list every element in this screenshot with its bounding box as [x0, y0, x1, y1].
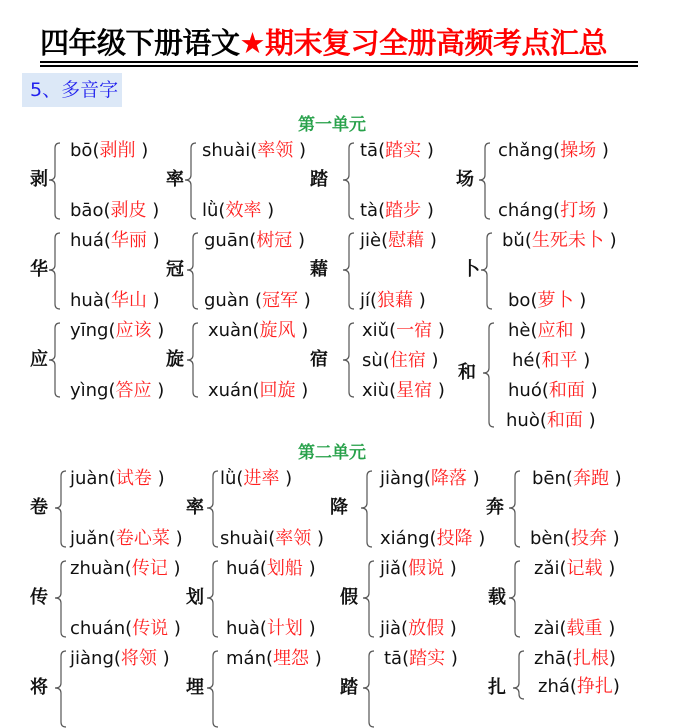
open-paren: ( [553, 200, 561, 221]
close-paren: ) [445, 648, 458, 669]
example-word: 住宿 [389, 350, 426, 371]
polyphone-char: 宿 [310, 349, 328, 370]
pinyin: jiàng [380, 468, 424, 489]
pinyin: zǎi [534, 558, 560, 579]
polyphone-char: 扎 [488, 677, 506, 698]
polyphone-char: 将 [30, 677, 48, 698]
example-word: 率领 [257, 140, 294, 161]
close-paren: ) [167, 558, 181, 579]
brace-icon [186, 232, 200, 310]
example-word: 打场 [560, 200, 597, 221]
pinyin: jiǎ [380, 558, 402, 579]
reading-item [534, 618, 615, 640]
pinyin: huá [226, 558, 260, 579]
pinyin: xuán [208, 380, 253, 401]
close-paren: ) [151, 320, 165, 341]
pinyin: tà [360, 200, 379, 221]
polyphone-char: 奔 [486, 497, 504, 518]
pinyin: jiè [360, 230, 382, 251]
pinyin: huà [226, 618, 260, 639]
pinyin: sù [362, 350, 383, 371]
example-word: 挣扎 [576, 676, 613, 697]
polyphone-char: 卷 [30, 497, 48, 518]
reading-item [202, 200, 274, 222]
polyphone-char: 应 [30, 349, 48, 370]
open-paren: ( [92, 140, 100, 161]
close-paren: ) [573, 290, 587, 311]
example-word: 华丽 [110, 230, 147, 251]
reading-item [70, 648, 170, 670]
example-word: 和面 [546, 410, 583, 431]
example-word: 假说 [408, 558, 445, 579]
open-paren: ( [539, 410, 547, 431]
close-paren: ) [472, 528, 486, 549]
reading-item [70, 380, 164, 402]
close-paren: ) [432, 320, 445, 341]
close-paren: ) [444, 618, 457, 639]
open-paren: ( [125, 618, 133, 639]
title-underline [40, 61, 638, 63]
open-paren: ( [524, 230, 532, 251]
pinyin: huò [506, 410, 540, 431]
reading-item [360, 200, 434, 222]
brace-icon [360, 470, 374, 548]
pinyin: tā [360, 140, 379, 161]
brace-icon [342, 142, 356, 220]
pinyin: huà [70, 290, 104, 311]
example-word: 操场 [560, 140, 597, 161]
open-paren: ( [401, 618, 409, 639]
example-word: 踏实 [385, 140, 422, 161]
pinyin: shuài [202, 140, 251, 161]
reading-item [512, 350, 590, 372]
pinyin: chǎng [498, 140, 554, 161]
open-paren: ( [236, 468, 244, 489]
close-paren: ) [466, 468, 480, 489]
reading-item [380, 618, 457, 640]
open-paren: ( [268, 528, 276, 549]
open-paren: ( [381, 230, 389, 251]
reading-item [70, 558, 180, 580]
pinyin: zài [534, 618, 560, 639]
pinyin: bo [508, 290, 531, 311]
close-paren: ) [309, 648, 322, 669]
pinyin: tā [384, 648, 403, 669]
example-word: 放假 [408, 618, 445, 639]
example-word: 星宿 [396, 380, 433, 401]
example-word: 踏实 [409, 648, 446, 669]
close-paren: ) [295, 380, 309, 401]
close-paren: ) [146, 290, 160, 311]
open-paren: ( [103, 200, 111, 221]
reading-item [70, 230, 160, 252]
example-word: 生死未卜 [531, 230, 604, 251]
close-paren: ) [425, 350, 439, 371]
close-paren: ) [608, 648, 616, 669]
reading-item [498, 140, 609, 162]
pinyin: jià [380, 618, 402, 639]
reading-item [498, 200, 609, 222]
pinyin: bèn [530, 528, 564, 549]
polyphone-char: 和 [458, 362, 476, 383]
close-paren: ) [298, 290, 311, 311]
close-paren: ) [584, 380, 598, 401]
open-paren: ( [534, 350, 542, 371]
open-paren: ( [378, 200, 386, 221]
example-word: 应和 [537, 320, 574, 341]
polyphone-char: 旋 [166, 349, 184, 370]
title-underline-second [40, 65, 638, 67]
reading-item [360, 290, 426, 312]
open-paren: ( [108, 320, 116, 341]
example-word: 将领 [120, 648, 157, 669]
example-word: 计划 [266, 618, 303, 639]
close-paren: ) [135, 140, 149, 161]
brace-icon [342, 232, 356, 310]
open-paren: ( [389, 320, 397, 341]
example-word: 剥削 [99, 140, 136, 161]
open-paren: ( [530, 320, 538, 341]
pinyin: zhá [538, 676, 570, 697]
reading-item [532, 468, 622, 490]
reading-item [70, 200, 159, 222]
open-paren: ( [108, 380, 116, 401]
reading-item [380, 558, 457, 580]
brace-icon [186, 322, 200, 398]
polyphone-char: 剥 [30, 169, 48, 190]
pinyin: hè [508, 320, 531, 341]
polyphone-char: 藉 [310, 259, 328, 280]
brace-icon [54, 650, 68, 728]
close-paren: ) [602, 558, 616, 579]
close-paren: ) [168, 618, 181, 639]
open-paren: ( [108, 528, 116, 549]
example-word: 埋怨 [273, 648, 310, 669]
close-paren: ) [146, 230, 160, 251]
close-paren: ) [582, 410, 596, 431]
open-paren: ( [255, 290, 263, 311]
unit-title-2: 第二单元 [298, 443, 366, 463]
polyphone-char: 踏 [340, 677, 358, 698]
example-word: 回旋 [259, 380, 296, 401]
example-word: 应该 [115, 320, 152, 341]
reading-item [70, 468, 165, 490]
close-paren: ) [261, 200, 275, 221]
example-word: 划船 [266, 558, 303, 579]
example-word: 慰藉 [388, 230, 425, 251]
pinyin: jí [360, 290, 371, 311]
close-paren: ) [444, 558, 457, 579]
open-paren: ( [565, 648, 573, 669]
pinyin: chuán [70, 618, 126, 639]
open-paren: ( [249, 230, 257, 251]
open-paren: ( [108, 468, 116, 489]
example-word: 传记 [131, 558, 168, 579]
example-word: 剥皮 [110, 200, 147, 221]
open-paren: ( [429, 528, 437, 549]
polyphone-char: 踏 [310, 169, 328, 190]
example-word: 率领 [275, 528, 312, 549]
example-word: 记载 [566, 558, 603, 579]
pinyin: bǔ [502, 230, 525, 251]
brace-icon [342, 322, 356, 398]
close-paren: ) [169, 528, 183, 549]
reading-item [70, 618, 181, 640]
pinyin: juàn [70, 468, 109, 489]
pinyin: xuàn [208, 320, 253, 341]
example-word: 效率 [225, 200, 262, 221]
pinyin: huó [508, 380, 542, 401]
close-paren: ) [577, 350, 591, 371]
brace-icon [206, 650, 220, 728]
brace-icon [480, 232, 494, 310]
open-paren: ( [553, 140, 561, 161]
example-word: 狼藉 [377, 290, 414, 311]
close-paren: ) [421, 200, 434, 221]
brace-icon [512, 650, 526, 700]
open-paren: ( [389, 380, 397, 401]
reading-item [508, 290, 586, 312]
reading-item [202, 140, 306, 162]
pinyin: xiù [362, 380, 390, 401]
close-paren: ) [606, 528, 620, 549]
star-icon: ★ [239, 26, 266, 60]
open-paren: ( [113, 648, 121, 669]
close-paren: ) [146, 200, 160, 221]
polyphone-char: 率 [186, 497, 204, 518]
open-paren: ( [559, 558, 567, 579]
polyphone-char: 埋 [186, 677, 204, 698]
pinyin: bēn [532, 468, 566, 489]
polyphone-char: 假 [340, 587, 358, 608]
brace-icon [508, 470, 522, 548]
open-paren: ( [370, 290, 378, 311]
reading-item [508, 380, 598, 402]
polyphone-char: 划 [186, 587, 204, 608]
open-paren: ( [252, 320, 260, 341]
close-paren: ) [413, 290, 426, 311]
open-paren: ( [530, 290, 538, 311]
reading-item [220, 468, 292, 490]
unit-title-1: 第一单元 [298, 115, 366, 135]
close-paren: ) [311, 528, 325, 549]
close-paren: ) [424, 230, 437, 251]
reading-item [360, 140, 434, 162]
pinyin: mán [226, 648, 266, 669]
reading-item [380, 468, 480, 490]
example-word: 旋风 [259, 320, 296, 341]
close-paren: ) [421, 140, 434, 161]
open-paren: ( [218, 200, 226, 221]
pinyin: huá [70, 230, 104, 251]
example-word: 树冠 [256, 230, 293, 251]
pinyin: bāo [70, 200, 104, 221]
reading-item [226, 618, 316, 640]
pinyin: yīng [70, 320, 109, 341]
reading-item [204, 290, 311, 312]
pinyin: guān [204, 230, 250, 251]
open-paren: ( [565, 468, 573, 489]
example-word: 答应 [115, 380, 152, 401]
example-word: 投降 [436, 528, 473, 549]
close-paren: ) [608, 468, 622, 489]
example-word: 华山 [110, 290, 147, 311]
close-paren: ) [612, 676, 620, 697]
pinyin: hé [512, 350, 535, 371]
example-word: 载重 [566, 618, 603, 639]
reading-item [360, 230, 437, 252]
pinyin: zhuàn [70, 558, 125, 579]
example-word: 卷心菜 [115, 528, 170, 549]
reading-item [220, 528, 324, 550]
close-paren: ) [596, 140, 609, 161]
open-paren: ( [250, 140, 258, 161]
reading-item [70, 290, 160, 312]
close-paren: ) [156, 648, 170, 669]
open-paren: ( [259, 558, 267, 579]
brace-icon [508, 560, 522, 638]
brace-icon [482, 322, 496, 428]
reading-item [70, 528, 183, 550]
open-paren: ( [563, 528, 571, 549]
close-paren: ) [151, 468, 165, 489]
close-paren: ) [432, 380, 445, 401]
reading-item [204, 230, 305, 252]
open-paren: ( [423, 468, 431, 489]
reading-item [384, 648, 458, 670]
brace-icon [206, 470, 220, 548]
polyphone-char: 卜 [462, 259, 480, 280]
reading-item [506, 410, 596, 432]
brace-icon [48, 232, 62, 310]
open-paren: ( [401, 558, 409, 579]
example-word: 萝卜 [537, 290, 574, 311]
open-paren: ( [569, 676, 577, 697]
close-paren: ) [302, 558, 316, 579]
open-paren: ( [252, 380, 260, 401]
brace-icon [54, 470, 68, 548]
pinyin: xiáng [380, 528, 430, 549]
reading-item [226, 558, 316, 580]
brace-icon [206, 560, 220, 638]
close-paren: ) [302, 618, 316, 639]
example-word: 踏步 [385, 200, 422, 221]
reading-item [534, 558, 615, 580]
reading-item [530, 528, 620, 550]
pinyin: shuài [220, 528, 269, 549]
reading-item [534, 648, 616, 670]
polyphone-char: 传 [30, 587, 48, 608]
polyphone-char: 冠 [166, 259, 184, 280]
page-title [40, 24, 640, 62]
close-paren: ) [151, 380, 165, 401]
polyphone-char: 率 [166, 169, 184, 190]
open-paren: ( [541, 380, 549, 401]
close-paren: ) [295, 320, 309, 341]
pinyin: zhā [534, 648, 566, 669]
open-paren: ( [103, 290, 111, 311]
pinyin: lǜ [202, 200, 219, 221]
example-word: 投奔 [570, 528, 607, 549]
polyphone-char: 场 [456, 169, 474, 190]
polyphone-char: 载 [488, 587, 506, 608]
polyphone-char: 降 [330, 497, 348, 518]
close-paren: ) [279, 468, 293, 489]
close-paren: ) [573, 320, 587, 341]
pinyin: juǎn [70, 528, 109, 549]
pinyin: cháng [498, 200, 554, 221]
reading-item [362, 380, 445, 402]
example-word: 和平 [541, 350, 578, 371]
example-word: 一宿 [396, 320, 433, 341]
open-paren: ( [402, 648, 410, 669]
close-paren: ) [292, 230, 306, 251]
reading-item [70, 140, 148, 162]
reading-item [508, 320, 586, 342]
brace-icon [54, 560, 68, 638]
open-paren: ( [382, 350, 390, 371]
brace-icon [184, 142, 198, 220]
pinyin: lǜ [220, 468, 237, 489]
example-word: 扎根 [572, 648, 609, 669]
example-word: 和面 [548, 380, 585, 401]
title-red-part: 期末复习全册高频考点汇总 [265, 26, 608, 60]
pinyin: yìng [70, 380, 109, 401]
close-paren: ) [596, 200, 609, 221]
example-word: 奔跑 [572, 468, 609, 489]
title-black-part: 四年级下册语文 [40, 26, 240, 60]
reading-item [380, 528, 485, 550]
reading-item [502, 230, 617, 252]
example-word: 进率 [243, 468, 280, 489]
open-paren: ( [259, 618, 267, 639]
reading-item [538, 676, 620, 698]
example-word: 冠军 [262, 290, 299, 311]
open-paren: ( [265, 648, 274, 669]
close-paren: ) [603, 230, 617, 251]
brace-icon [478, 142, 492, 220]
pinyin: xiǔ [362, 320, 390, 341]
example-word: 传说 [132, 618, 169, 639]
open-paren: ( [103, 230, 111, 251]
brace-icon [362, 560, 376, 638]
open-paren: ( [559, 618, 567, 639]
brace-icon [362, 650, 376, 728]
brace-icon [48, 142, 62, 220]
reading-item [226, 648, 322, 670]
pinyin: jiàng [70, 648, 114, 669]
open-paren: ( [124, 558, 132, 579]
pinyin: bō [70, 140, 93, 161]
open-paren: ( [378, 140, 386, 161]
section-heading: 5、多音字 [22, 73, 122, 107]
close-paren: ) [293, 140, 307, 161]
close-paren: ) [602, 618, 616, 639]
reading-item [208, 320, 308, 342]
reading-item [70, 320, 164, 342]
reading-item [362, 350, 439, 372]
reading-item [362, 320, 445, 342]
polyphone-char: 华 [30, 259, 48, 280]
pinyin: guàn [204, 290, 255, 311]
reading-item [208, 380, 308, 402]
brace-icon [48, 322, 62, 398]
example-word: 试卷 [115, 468, 152, 489]
example-word: 降落 [430, 468, 467, 489]
